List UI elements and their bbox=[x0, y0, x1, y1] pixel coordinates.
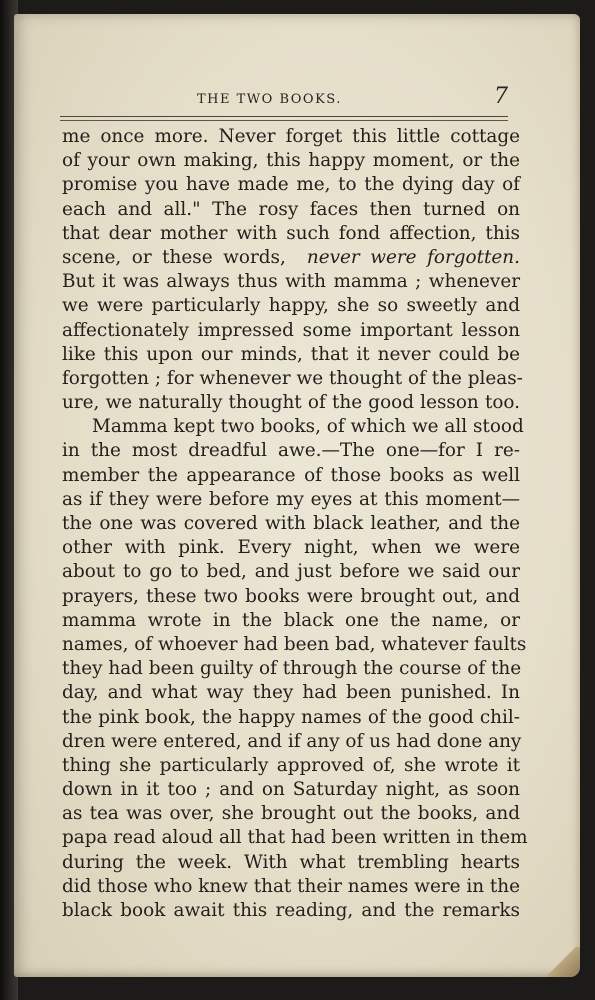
text-line: thing she particularly approved of, she wrote it bbox=[62, 754, 520, 776]
text-line: we were particularly happy, she so sweetly and bbox=[62, 295, 520, 317]
header-rule bbox=[60, 116, 508, 117]
text-line: as tea was over, she brought out the books, and bbox=[62, 803, 520, 825]
body-text bbox=[62, 125, 528, 923]
text-line: forgotten ; for whenever we thought of the pleas- bbox=[62, 367, 523, 389]
text-line: mamma wrote in the black one the name, or bbox=[62, 609, 520, 631]
page-number: 7 bbox=[494, 84, 508, 109]
text-line: prayers, these two books were brought out, and bbox=[62, 585, 520, 607]
text-line: ure, we naturally thought of the good lesson too. bbox=[62, 392, 520, 414]
text-line: as if they were before my eyes at this moment— bbox=[62, 488, 520, 510]
paragraph-first-line: Mamma kept two books, of which we all stood bbox=[92, 416, 524, 438]
text-line: member the appearance of those books as well bbox=[62, 464, 520, 486]
text-line: the pink book, the happy names of the good chil- bbox=[62, 706, 520, 728]
text-line: they had been guilty of through the course of the bbox=[62, 658, 522, 680]
page-corner-fold bbox=[546, 947, 580, 977]
text-line-start: scene, or these words, bbox=[62, 246, 286, 268]
text-line: black book await this reading, and the remarks bbox=[62, 900, 520, 921]
text-line: during the week. With what trembling hearts bbox=[62, 851, 520, 873]
text-line: about to go to bed, and just before we said our bbox=[62, 561, 520, 583]
running-title: THE TWO BOOKS. bbox=[197, 92, 342, 107]
header-rule-thin bbox=[60, 120, 508, 121]
text-line: of your own making, this happy moment, or the bbox=[62, 150, 520, 172]
text-line: But it was always thus with mamma ; whenever bbox=[62, 271, 520, 293]
text-line: day, and what way they had been punished. In bbox=[62, 682, 520, 704]
page-header bbox=[14, 78, 580, 108]
text-line: dren were entered, and if any of us had done any bbox=[62, 730, 522, 752]
text-line: promise you have made me, to the dying day of bbox=[62, 174, 520, 196]
text-line: affectionately impressed some important lesson bbox=[62, 319, 520, 341]
text-line: names, of whoever had been bad, whatever faults bbox=[62, 633, 527, 655]
text-line: other with pink. Every night, when we were bbox=[62, 537, 520, 559]
text-line: papa read aloud all that had been written in them bbox=[62, 827, 528, 849]
text-line: did those who knew that their names were in the bbox=[62, 875, 521, 897]
text-line: down in it too ; and on Saturday night, as soon bbox=[62, 779, 520, 801]
text-line: each and all." The rosy faces then turned on bbox=[62, 198, 520, 220]
italic-phrase: never were forgotten. bbox=[306, 246, 520, 268]
text-line-with-emphasis bbox=[62, 246, 520, 270]
text-line: the one was covered with black leather, and the bbox=[62, 513, 520, 534]
book-page bbox=[14, 14, 580, 977]
text-line: in the most dreadful awe.—The one—for I re- bbox=[62, 440, 520, 462]
text-line: like this upon our minds, that it never could be bbox=[62, 343, 520, 365]
text-line: that dear mother with such fond affection, this bbox=[62, 222, 520, 244]
text-line: me once more. Never forget this little cottage bbox=[62, 126, 520, 147]
